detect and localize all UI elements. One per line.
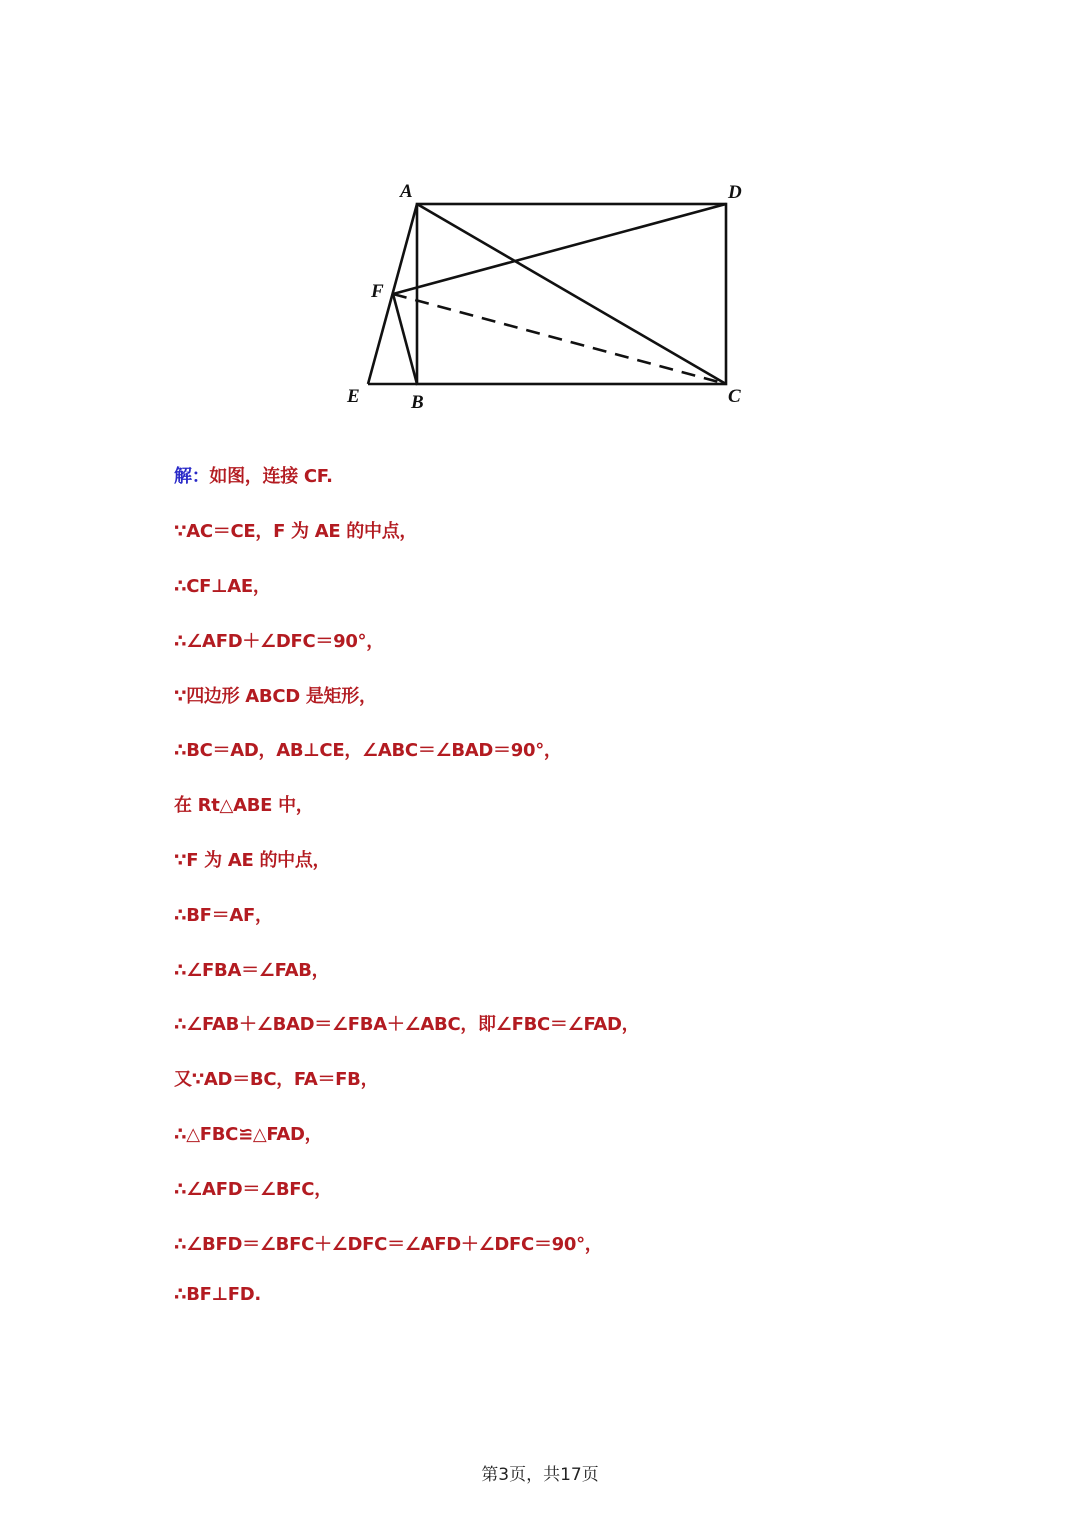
solution-line-text: 如图，连接 CF. <box>209 466 333 487</box>
label-f: F <box>371 281 384 302</box>
solution-line: ∵四边形 ABCD 是矩形， <box>174 686 377 707</box>
solution-line: ∴∠FBA＝∠FAB， <box>174 960 330 981</box>
solution-prefix: 解： <box>174 466 210 487</box>
label-c: C <box>728 386 741 407</box>
solution-line: ∵AC＝CE，F 为 AE 的中点， <box>174 521 418 542</box>
solution-line: ∴∠AFD＝∠BFC， <box>174 1179 332 1200</box>
solution-line: ∴BF＝AF， <box>174 905 273 926</box>
solution-line: ∵F 为 AE 的中点， <box>174 850 331 871</box>
segment-ac <box>417 204 726 384</box>
solution-line: ∴△FBC≌△FAD， <box>174 1124 323 1145</box>
solution-line: ∴CF⊥AE， <box>174 576 271 597</box>
label-e: E <box>347 386 360 407</box>
solution-line: ∴BF⊥FD. <box>174 1284 261 1305</box>
label-d: D <box>728 182 742 203</box>
label-b: B <box>411 392 424 413</box>
segment-fc-dashed <box>393 294 726 384</box>
label-a: A <box>400 181 413 202</box>
solution-line: ∴∠AFD＋∠DFC＝90°， <box>174 631 384 652</box>
segment-fd <box>393 204 726 294</box>
solution-line: ∴∠BFD＝∠BFC＋∠DFC＝∠AFD＋∠DFC＝90°， <box>174 1234 603 1255</box>
solution-line <box>174 462 333 488</box>
geometry-figure <box>0 0 1080 430</box>
solution-line: ∴∠FAB＋∠BAD＝∠FBA＋∠ABC，即∠FBC＝∠FAD， <box>174 1014 640 1035</box>
solution-line: 又∵AD＝BC，FA＝FB， <box>174 1069 379 1090</box>
segment-fb <box>393 294 417 384</box>
solution-line: 在 Rt△ABE 中， <box>174 795 314 816</box>
page-number: 第3页，共17页 <box>481 1465 599 1485</box>
solution-line: ∴BC＝AD，AB⊥CE，∠ABC＝∠BAD＝90°， <box>174 740 562 761</box>
